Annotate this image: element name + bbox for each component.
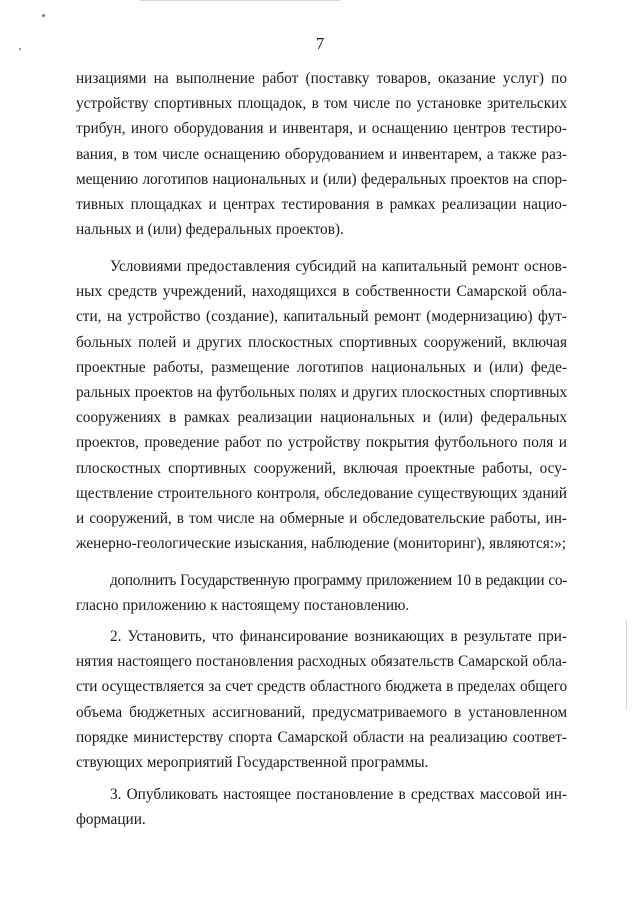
text-line: гласно приложению к настоящему постановлению.	[76, 597, 410, 615]
text-line: трибун, иного оборудования и инвентаря, и оснащению центров тестиро-	[76, 120, 567, 138]
paragraph-item-2	[76, 624, 567, 775]
text-line: вания, в том числе оснащению оборудованием и инвентарем, а также раз-	[76, 145, 567, 163]
text-line: сооружениях в рамках реализации национальных и (или) федеральных	[76, 409, 567, 427]
paragraph-appendix	[76, 568, 567, 618]
text-line: больных полей и других плоскостных спортивных сооружений, включая	[76, 333, 567, 351]
page-number: 7	[315, 34, 325, 53]
text-line: порядке министерству спорта Самарской области на реализацию соответ-	[76, 728, 567, 746]
text-line: 2. Установить, что финансирование возникающих в результате при-	[110, 628, 567, 645]
paragraph-continuation	[76, 66, 567, 242]
text-line: Условиями предоставления субсидий на капитальный ремонт основ-	[110, 258, 567, 275]
text-line: проектные работы, размещение логотипов национальных и (или) феде-	[76, 358, 567, 376]
text-line: нальных и (или) федеральных проектов).	[76, 221, 344, 239]
text-line: объема бюджетных ассигнований, предусматриваемого в установленном	[76, 703, 567, 721]
text-line: женерно-геологические изыскания, наблюдение (мониторинг), являются:»;	[76, 535, 566, 553]
text-line: ствующих мероприятий Государственной программы.	[76, 754, 429, 772]
scan-artifact	[140, 0, 340, 1]
scan-dot	[42, 14, 45, 17]
text-line: сти осуществляется за счет средств областного бюджета в пределах общего	[76, 678, 567, 696]
text-line: низациями на выполнение работ (поставку товаров, оказание услуг) по	[76, 70, 567, 87]
scan-artifact	[626, 620, 627, 710]
text-line: ральных проектов на футбольных полях и других плоскостных спортивных	[76, 384, 567, 402]
text-line: дополнить Государственную программу приложением 10 в редакции со-	[110, 572, 567, 589]
paragraph-subsidy-conditions	[76, 254, 567, 556]
text-line: сти, на устройство (создание), капитальный ремонт (модернизацию) фут-	[76, 308, 567, 326]
text-line: ществление строительного контроля, обследование существующих зданий	[76, 484, 567, 502]
text-line: нятия настоящего постановления расходных обязательств Самарской обла-	[76, 653, 567, 671]
text-line: 3. Опубликовать настоящее постановление в средствах массовой ин-	[110, 786, 567, 803]
paragraph-item-3	[76, 782, 567, 832]
text-line: и сооружений, в том числе на обмерные и обследовательские работы, ин-	[76, 510, 567, 528]
text-line: мещению логотипов национальных и (или) федеральных проектов на спор-	[76, 170, 567, 188]
text-line: ных средств учреждений, находящихся в собственности Самарской обла-	[76, 283, 567, 301]
text-line: тивных площадках и центрах тестирования в рамках реализации нацио-	[76, 196, 567, 214]
text-line: проектов, проведение работ по устройству покрытия футбольного поля и	[76, 434, 567, 452]
text-line: формации.	[76, 811, 146, 829]
text-line: устройству спортивных площадок, в том числе по установке зрительских	[76, 95, 567, 113]
text-line: плоскостных спортивных сооружений, включая проектные работы, осу-	[76, 459, 567, 477]
